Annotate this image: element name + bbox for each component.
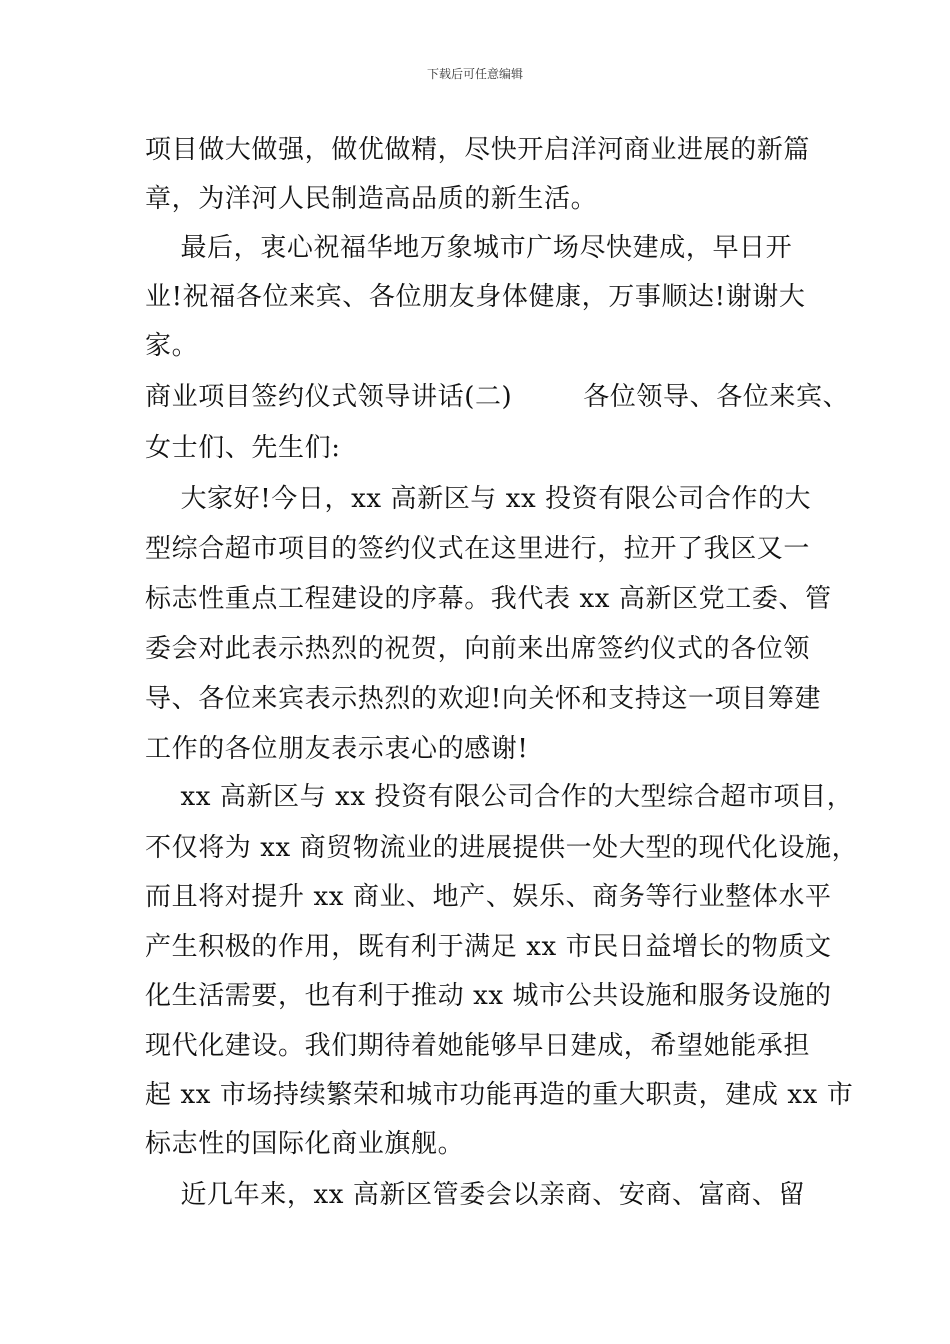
body-text-line: 产生积极的作用，既有利于满足 xx 市民日益增长的物质文 — [145, 932, 832, 962]
body-text-line: 女士们、先生们: — [145, 433, 341, 463]
body-text-line: 项目做大做强，做优做精，尽快开启洋河商业进展的新篇 — [145, 135, 811, 165]
body-text-line: 工作的各位朋友表示衷心的感谢! — [145, 734, 529, 764]
body-text-line: 委会对此表示热烈的祝贺，向前来出席签约仪式的各位领 — [145, 634, 811, 664]
body-text-line: 现代化建设。我们期待着她能够早日建成，希望她能承担 — [145, 1031, 811, 1061]
body-text-line: xx 高新区与 xx 投资有限公司合作的大型综合超市项目， — [145, 782, 854, 812]
body-text-line: 型综合超市项目的签约仪式在这里进行，拉开了我区又一 — [145, 534, 811, 564]
body-text-line: 起 xx 市场持续繁荣和城市功能再造的重大职责，建成 xx 市 — [145, 1080, 854, 1110]
body-text-line: 化生活需要，也有利于推动 xx 城市公共设施和服务设施的 — [145, 981, 832, 1011]
body-text-line: 导、各位来宾表示热烈的欢迎!向关怀和支持这一项目筹建 — [145, 684, 822, 714]
page-header-note: 下载后可任意编辑 — [426, 67, 523, 81]
section-heading-line: 商业项目签约仪式领导讲话(二) 各位领导、各位来宾、 — [145, 382, 850, 412]
body-text-line: 家。 — [145, 331, 199, 361]
body-text-line: 业!祝福各位来宾、各位朋友身体健康，万事顺达!谢谢大 — [145, 282, 806, 312]
body-text-line: 而且将对提升 xx 商业、地产、娱乐、商务等行业整体水平 — [145, 882, 832, 912]
body-text-line: 标志性的国际化商业旗舰。 — [145, 1129, 465, 1159]
body-text-line: 近几年来，xx 高新区管委会以亲商、安商、富商、留 — [145, 1180, 806, 1210]
body-text-line: 章，为洋河人民制造高品质的新生活。 — [145, 184, 598, 214]
body-text-line: 不仅将为 xx 商贸物流业的进展提供一处大型的现代化设施， — [145, 833, 859, 863]
body-text-line: 大家好!今日，xx 高新区与 xx 投资有限公司合作的大 — [145, 484, 812, 514]
body-text-line: 最后，衷心祝福华地万象城市广场尽快建成，早日开 — [145, 233, 793, 263]
body-text-line: 标志性重点工程建设的序幕。我代表 xx 高新区党工委、管 — [145, 584, 832, 614]
